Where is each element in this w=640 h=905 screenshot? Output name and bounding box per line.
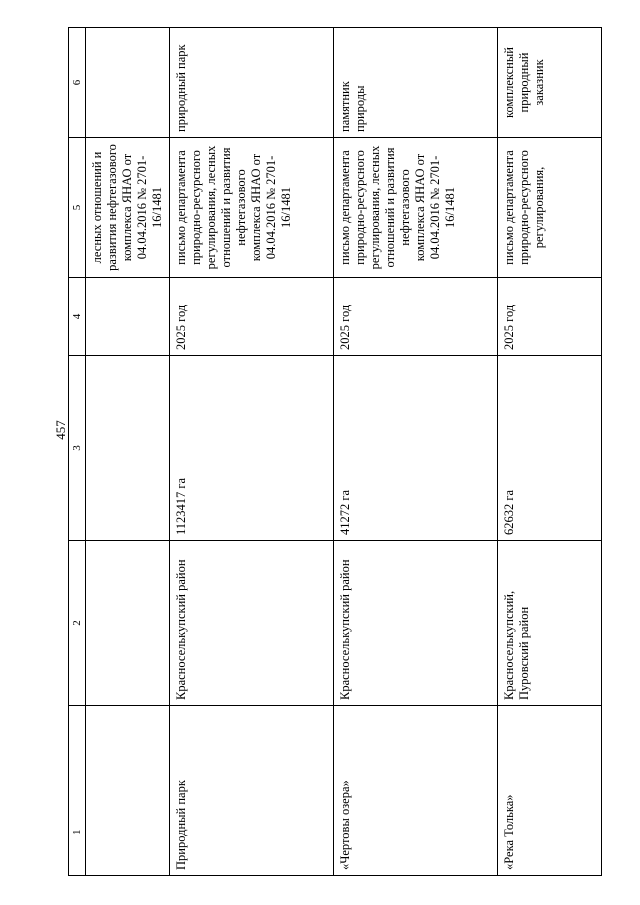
- cell-name: «Река Толька»: [498, 706, 602, 876]
- cell-basis: письмо департамента природно-ресурсного регулирования, лесных отношений и развития нефтегазового комплекса ЯНАО от 04.04.2016 № 2701-16/1481: [334, 138, 498, 278]
- table-row: [170, 28, 334, 876]
- rotated-table-container: [68, 28, 576, 876]
- table-row: [498, 28, 602, 876]
- cell-basis: лесных отношений и развития нефтегазового комплекса ЯНАО от 04.04.2016 № 2701-16/1481: [86, 138, 170, 278]
- cell-district: [86, 541, 170, 706]
- cell-category: памятник природы: [334, 28, 498, 138]
- header-col-1: 1: [69, 706, 86, 876]
- cell-category: [86, 28, 170, 138]
- cell-year: [86, 278, 170, 356]
- cell-name: [86, 706, 170, 876]
- cell-category: природный парк: [170, 28, 334, 138]
- table-header-row: [69, 28, 86, 876]
- table-row: [86, 28, 170, 876]
- cell-name: «Чертовы озера»: [334, 706, 498, 876]
- cell-year: 2025 год: [170, 278, 334, 356]
- cell-name: Природный парк: [170, 706, 334, 876]
- cell-area: [86, 356, 170, 541]
- cell-area: 41272 га: [334, 356, 498, 541]
- table-row: [334, 28, 498, 876]
- cell-district: Красноселькупский район: [334, 541, 498, 706]
- cell-year: 2025 год: [498, 278, 602, 356]
- page-number: 457: [53, 420, 68, 440]
- cell-year: 2025 год: [334, 278, 498, 356]
- header-col-5: 5: [69, 138, 86, 278]
- header-col-4: 4: [69, 278, 86, 356]
- table-frame: [68, 28, 576, 876]
- protected-areas-table: [68, 27, 602, 876]
- header-col-2: 2: [69, 541, 86, 706]
- cell-basis: письмо департамента природно-ресурсного регулирования,: [498, 138, 602, 278]
- cell-district: Красноселькупский, Пуровский район: [498, 541, 602, 706]
- header-col-6: 6: [69, 28, 86, 138]
- cell-category: комплексный природный заказник: [498, 28, 602, 138]
- cell-area: 62632 га: [498, 356, 602, 541]
- cell-area: 1123417 га: [170, 356, 334, 541]
- header-col-3: 3: [69, 356, 86, 541]
- cell-basis: письмо департамента природно-ресурсного регулирования, лесных отношений и развития нефтегазового комплекса ЯНАО от 04.04.2016 № 2701-16/1481: [170, 138, 334, 278]
- cell-district: Красноселькупский район: [170, 541, 334, 706]
